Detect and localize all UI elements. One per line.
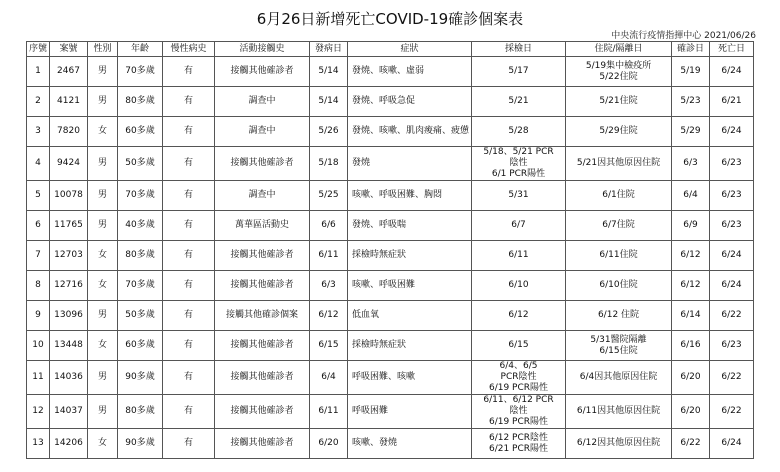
cell-test-date-line: 6/11 [508, 250, 529, 260]
cell-contact: 調查中 [215, 181, 310, 211]
cell-hospital-date [566, 271, 672, 301]
cell-symptoms: 發燒、呼吸喘 [348, 211, 472, 241]
cell-death-date: 6/22 [710, 361, 754, 395]
cell-onset: 6/12 [310, 301, 348, 331]
cell-no: 3 [27, 117, 50, 147]
cell-confirm-date: 6/12 [672, 241, 710, 271]
cell-age: 40多歲 [118, 211, 163, 241]
cell-test-date-line: 6/12 PCR陰性 [488, 432, 549, 443]
cell-test-date [472, 395, 566, 429]
cell-age: 70多歲 [118, 271, 163, 301]
cell-confirm-date: 6/4 [672, 181, 710, 211]
cell-hospital-date-line: 5/29住院 [599, 126, 638, 136]
cell-death-date: 6/24 [710, 241, 754, 271]
cell-test-date-line: 6/10 [508, 280, 529, 290]
cell-test-date [472, 331, 566, 361]
cell-test-date-line: 5/31 [508, 190, 529, 200]
cell-onset: 6/11 [310, 395, 348, 429]
col-header-sex: 性別 [88, 42, 118, 57]
cell-death-date: 6/21 [710, 87, 754, 117]
cell-chronic: 有 [163, 117, 215, 147]
cell-no: 9 [27, 301, 50, 331]
cell-test-date [472, 361, 566, 395]
cell-contact: 接觸其他確診者 [215, 331, 310, 361]
cell-sex: 女 [88, 271, 118, 301]
cell-death-date: 6/23 [710, 331, 754, 361]
cell-hospital-date [566, 211, 672, 241]
cell-sex: 男 [88, 211, 118, 241]
cell-test-date-line: 6/1 PCR陽性 [491, 169, 546, 179]
cell-no: 11 [27, 361, 50, 395]
cell-confirm-date: 5/29 [672, 117, 710, 147]
table-row [27, 211, 754, 241]
case-table [26, 41, 754, 459]
cell-contact: 接觸其他確診者 [215, 241, 310, 271]
col-header-chronic: 慢性病史 [163, 42, 215, 57]
cell-case-id: 14206 [50, 429, 88, 459]
cell-age: 60多歲 [118, 331, 163, 361]
cell-chronic: 有 [163, 147, 215, 181]
cell-contact: 接觸其他確診者 [215, 361, 310, 395]
cell-contact: 接觸其他確診者 [215, 395, 310, 429]
cell-test-date-line: 6/4、6/5 [499, 361, 538, 371]
cell-no: 1 [27, 57, 50, 87]
cell-hospital-date-line: 5/31醫院隔離 [590, 334, 647, 345]
cell-onset: 6/4 [310, 361, 348, 395]
cell-no: 13 [27, 429, 50, 459]
cell-case-id: 13448 [50, 331, 88, 361]
cell-onset: 5/25 [310, 181, 348, 211]
col-header-symptoms: 症狀 [348, 42, 472, 57]
cell-symptoms: 發燒、咳嗽、肌肉痠痛、疲憊 [348, 117, 472, 147]
cell-case-id: 4121 [50, 87, 88, 117]
cell-age: 70多歲 [118, 181, 163, 211]
cell-chronic: 有 [163, 241, 215, 271]
cell-symptoms: 採檢時無症狀 [348, 241, 472, 271]
cell-case-id: 13096 [50, 301, 88, 331]
cell-hospital-date [566, 87, 672, 117]
cell-death-date: 6/22 [710, 301, 754, 331]
cell-symptoms: 咳嗽、發燒 [348, 429, 472, 459]
table-row [27, 57, 754, 87]
cell-sex: 男 [88, 395, 118, 429]
cell-contact: 接觸其他確診個案 [215, 301, 310, 331]
cell-no: 7 [27, 241, 50, 271]
cell-no: 10 [27, 331, 50, 361]
table-row [27, 395, 754, 429]
cell-confirm-date: 6/3 [672, 147, 710, 181]
cell-confirm-date: 6/22 [672, 429, 710, 459]
table-row [27, 301, 754, 331]
cell-contact: 調查中 [215, 87, 310, 117]
cell-test-date [472, 429, 566, 459]
cell-hospital-date-line: 6/11因其他原因住院 [576, 406, 661, 416]
col-header-no: 序號 [27, 42, 50, 57]
cell-sex: 男 [88, 301, 118, 331]
cell-symptoms: 呼吸困難、咳嗽 [348, 361, 472, 395]
cell-chronic: 有 [163, 361, 215, 395]
cell-confirm-date: 6/20 [672, 395, 710, 429]
col-header-hospital-date: 住院/隔離日 [566, 42, 672, 57]
cell-death-date: 6/24 [710, 117, 754, 147]
cell-sex: 女 [88, 117, 118, 147]
cell-hospital-date-line: 5/21住院 [599, 96, 638, 106]
cell-test-date-line: 6/19 PCR陽性 [488, 417, 549, 427]
col-header-confirm-date: 確診日 [672, 42, 710, 57]
cell-symptoms: 咳嗽、呼吸困難、胸悶 [348, 181, 472, 211]
cell-test-date-line: 陰性 [509, 406, 528, 416]
cell-hospital-date [566, 361, 672, 395]
cell-test-date [472, 181, 566, 211]
table-row [27, 429, 754, 459]
cell-sex: 男 [88, 181, 118, 211]
table-row [27, 331, 754, 361]
cell-case-id: 12703 [50, 241, 88, 271]
table-row [27, 271, 754, 301]
cell-test-date-line: 5/21 [508, 96, 529, 106]
cell-hospital-date-line: 6/10住院 [599, 280, 638, 290]
cell-hospital-date-line: 6/12因其他原因住院 [576, 438, 661, 448]
cell-test-date [472, 211, 566, 241]
header-row [27, 42, 754, 57]
cell-death-date: 6/23 [710, 211, 754, 241]
cell-contact: 接觸其他確診者 [215, 429, 310, 459]
cell-onset: 6/3 [310, 271, 348, 301]
cell-onset: 6/11 [310, 241, 348, 271]
cell-hospital-date-line: 6/12 住院 [597, 310, 640, 320]
cell-hospital-date [566, 331, 672, 361]
cell-sex: 男 [88, 147, 118, 181]
cell-case-id: 14037 [50, 395, 88, 429]
col-header-age: 年齡 [118, 42, 163, 57]
cell-test-date-line: 6/15 [508, 340, 529, 350]
cell-test-date-line: 陰性 [509, 158, 528, 168]
cell-onset: 5/26 [310, 117, 348, 147]
cell-hospital-date-line: 5/22住院 [599, 71, 638, 82]
cell-hospital-date-line: 6/4因其他原因住院 [579, 372, 658, 382]
cell-sex: 男 [88, 87, 118, 117]
cell-chronic: 有 [163, 87, 215, 117]
cell-age: 50多歲 [118, 301, 163, 331]
col-header-test-date: 採檢日 [472, 42, 566, 57]
cell-death-date: 6/24 [710, 57, 754, 87]
col-header-onset: 發病日 [310, 42, 348, 57]
cell-onset: 6/6 [310, 211, 348, 241]
cell-case-id: 7820 [50, 117, 88, 147]
cell-death-date: 6/23 [710, 181, 754, 211]
page-title: 6月26日新增死亡COVID-19確診個案表 [256, 10, 524, 28]
col-header-case: 案號 [50, 42, 88, 57]
cell-contact: 調查中 [215, 117, 310, 147]
cell-test-date-line: 6/12 [508, 310, 529, 320]
cell-chronic: 有 [163, 57, 215, 87]
cell-age: 80多歲 [118, 241, 163, 271]
cell-case-id: 14036 [50, 361, 88, 395]
cell-hospital-date [566, 301, 672, 331]
cell-hospital-date [566, 147, 672, 181]
cell-confirm-date: 5/19 [672, 57, 710, 87]
cell-test-date [472, 117, 566, 147]
cell-test-date [472, 301, 566, 331]
cell-test-date-line: 6/7 [511, 220, 526, 230]
cell-chronic: 有 [163, 395, 215, 429]
cell-test-date [472, 147, 566, 181]
cell-chronic: 有 [163, 429, 215, 459]
cell-onset: 6/15 [310, 331, 348, 361]
table-row [27, 181, 754, 211]
cell-confirm-date: 6/16 [672, 331, 710, 361]
cell-confirm-date: 6/12 [672, 271, 710, 301]
cell-case-id: 10078 [50, 181, 88, 211]
cell-onset: 5/14 [310, 87, 348, 117]
cell-sex: 女 [88, 241, 118, 271]
cell-death-date: 6/24 [710, 429, 754, 459]
cell-onset: 5/18 [310, 147, 348, 181]
cell-death-date: 6/23 [710, 147, 754, 181]
cell-age: 90多歲 [118, 361, 163, 395]
cell-case-id: 2467 [50, 57, 88, 87]
cell-case-id: 9424 [50, 147, 88, 181]
cell-chronic: 有 [163, 271, 215, 301]
cell-chronic: 有 [163, 301, 215, 331]
cell-hospital-date-line: 6/11住院 [599, 250, 638, 260]
cell-symptoms: 採檢時無症狀 [348, 331, 472, 361]
cell-contact: 接觸其他確診者 [215, 57, 310, 87]
cell-age: 80多歲 [118, 87, 163, 117]
cell-hospital-date [566, 429, 672, 459]
cell-test-date-line: 5/28 [508, 126, 529, 136]
cell-age: 60多歲 [118, 117, 163, 147]
table-row [27, 117, 754, 147]
cell-hospital-date-line: 5/21因其他原因住院 [576, 158, 661, 168]
cell-age: 50多歲 [118, 147, 163, 181]
cell-hospital-date-line: 6/15住院 [599, 345, 638, 356]
cell-contact: 接觸其他確診者 [215, 271, 310, 301]
cell-symptoms: 低血氧 [348, 301, 472, 331]
cell-no: 5 [27, 181, 50, 211]
cell-hospital-date [566, 117, 672, 147]
cell-hospital-date-line: 5/19集中檢疫所 [585, 60, 652, 71]
cell-confirm-date: 6/9 [672, 211, 710, 241]
cell-symptoms: 咳嗽、呼吸困難 [348, 271, 472, 301]
cell-no: 8 [27, 271, 50, 301]
cell-symptoms: 發燒 [348, 147, 472, 181]
cell-test-date-line: 5/17 [508, 66, 529, 76]
cell-sex: 女 [88, 429, 118, 459]
cell-test-date-line: 6/19 PCR陽性 [488, 383, 549, 393]
table-row [27, 241, 754, 271]
col-header-death-date: 死亡日 [710, 42, 754, 57]
cell-test-date [472, 57, 566, 87]
table-row [27, 87, 754, 117]
cell-sex: 男 [88, 57, 118, 87]
cell-case-id: 11765 [50, 211, 88, 241]
source-label: 中央流行疫情指揮中心 2021/06/26 [611, 31, 756, 41]
cell-hospital-date [566, 241, 672, 271]
cell-test-date [472, 271, 566, 301]
cell-no: 4 [27, 147, 50, 181]
cell-hospital-date-line: 6/7住院 [602, 220, 635, 230]
cell-no: 6 [27, 211, 50, 241]
cell-hospital-date [566, 395, 672, 429]
cell-test-date [472, 87, 566, 117]
cell-test-date-line: PCR陰性 [500, 372, 537, 382]
cell-symptoms: 呼吸困難 [348, 395, 472, 429]
table-row [27, 147, 754, 181]
cell-sex: 女 [88, 331, 118, 361]
col-header-contact: 活動接觸史 [215, 42, 310, 57]
cell-chronic: 有 [163, 181, 215, 211]
cell-case-id: 12716 [50, 271, 88, 301]
cell-contact: 接觸其他確診者 [215, 147, 310, 181]
cell-chronic: 有 [163, 331, 215, 361]
cell-age: 70多歲 [118, 57, 163, 87]
cell-no: 2 [27, 87, 50, 117]
cell-hospital-date-line: 6/1住院 [602, 190, 635, 200]
cell-onset: 5/14 [310, 57, 348, 87]
cell-test-date [472, 241, 566, 271]
cell-age: 90多歲 [118, 429, 163, 459]
cell-test-date-line: 6/11、6/12 PCR [483, 395, 554, 405]
cell-test-date-line: 5/18、5/21 PCR [483, 147, 554, 157]
cell-symptoms: 發燒、呼吸急促 [348, 87, 472, 117]
cell-onset: 6/20 [310, 429, 348, 459]
cell-contact: 萬華區活動史 [215, 211, 310, 241]
cell-confirm-date: 6/20 [672, 361, 710, 395]
cell-chronic: 有 [163, 211, 215, 241]
cell-no: 12 [27, 395, 50, 429]
cell-hospital-date [566, 181, 672, 211]
cell-confirm-date: 5/23 [672, 87, 710, 117]
cell-death-date: 6/24 [710, 271, 754, 301]
cell-sex: 男 [88, 361, 118, 395]
cell-test-date-line: 6/21 PCR陽性 [488, 443, 549, 454]
cell-symptoms: 發燒、咳嗽、虛弱 [348, 57, 472, 87]
cell-hospital-date [566, 57, 672, 87]
cell-confirm-date: 6/14 [672, 301, 710, 331]
cell-age: 80多歲 [118, 395, 163, 429]
table-row [27, 361, 754, 395]
cell-death-date: 6/22 [710, 395, 754, 429]
